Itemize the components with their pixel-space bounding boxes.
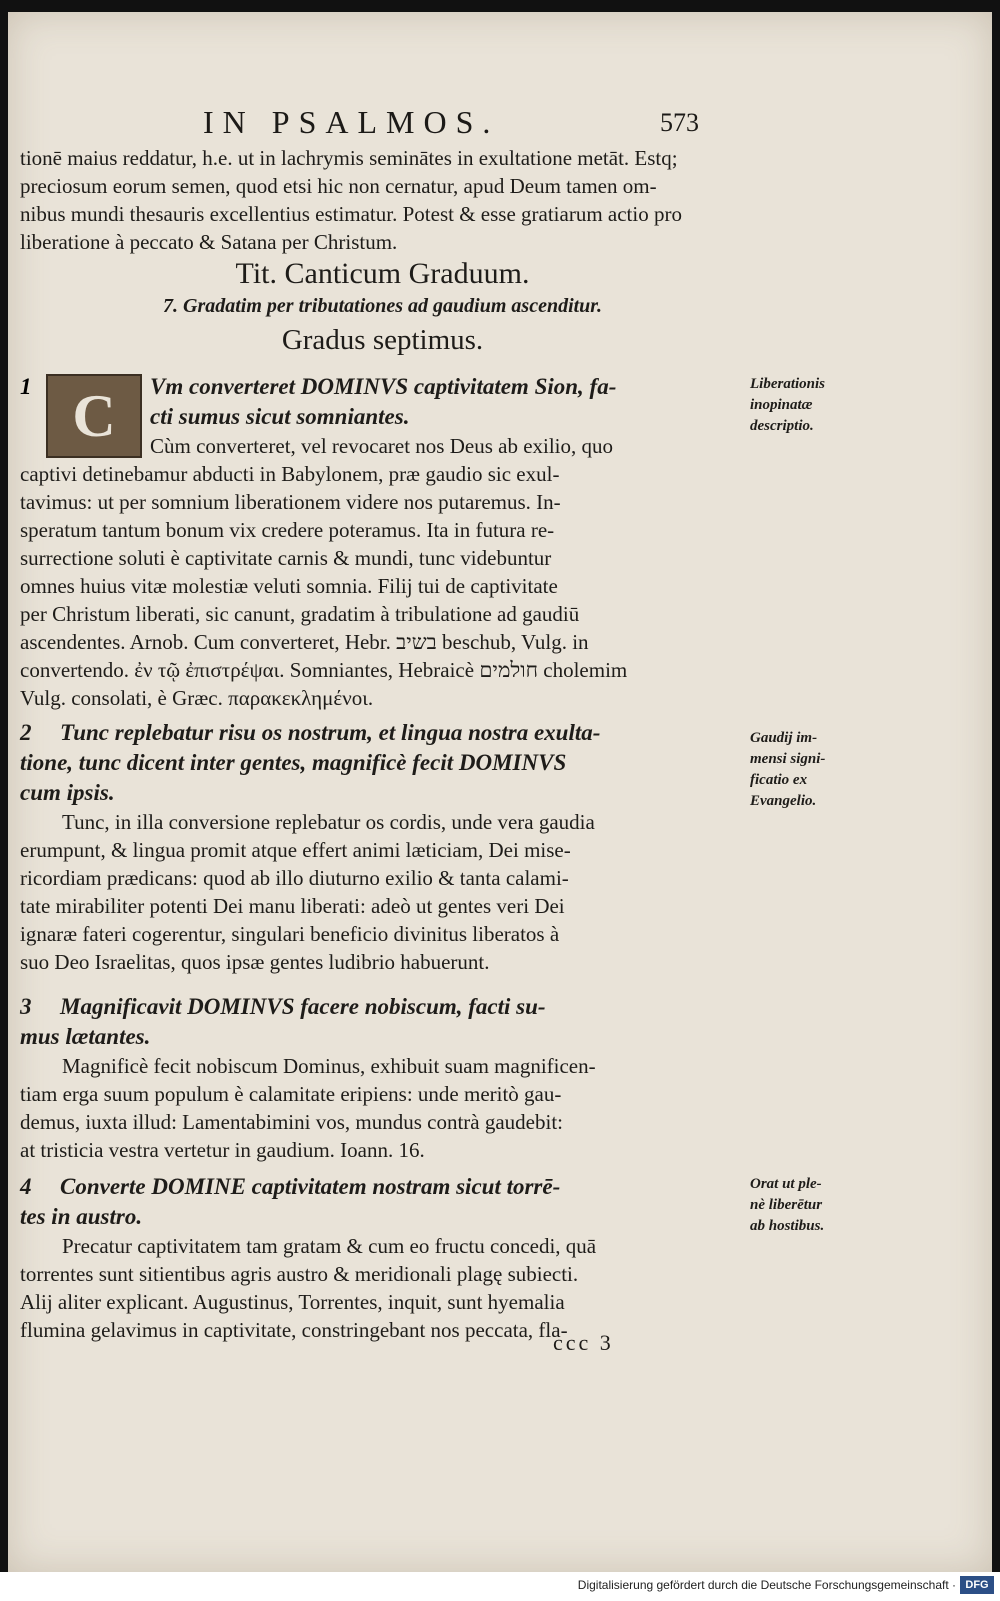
digitization-footer <box>0 1572 1000 1601</box>
text-line: liberatione à peccato & Satana per Christum. <box>20 230 398 254</box>
margin-note-line: Evangelio. <box>750 793 817 809</box>
margin-note-liberation <box>750 374 870 437</box>
book-page <box>8 12 992 1572</box>
text-line: tiam erga suum populum è calamitate eripiens: unde meritò gau- <box>20 1082 562 1106</box>
text-line: surrectione soluti è captivitate carnis & mundi, tunc videbuntur <box>20 546 552 570</box>
margin-note-line: mensi signi- <box>750 751 826 767</box>
verse-3-line <box>20 992 745 1022</box>
verse-4-line: tes in austro. <box>20 1204 143 1229</box>
margin-note-line: ficatio ex <box>750 772 808 788</box>
text-line: Precatur captivitatem tam gratam & cum eo fructu concedi, quā <box>62 1234 597 1258</box>
text-line: tionē maius reddatur, h.e. ut in lachrymis seminātes in exultatione metāt. Estq; <box>20 146 678 170</box>
verse-4-line <box>20 1172 745 1202</box>
text-line: preciosum eorum semen, quod etsi hic non cernatur, apud Deum tamen om- <box>20 174 657 198</box>
margin-note-orat <box>750 1174 870 1237</box>
text-line: flumina gelavimus in captivitate, constringebant nos peccata, fla- <box>20 1318 568 1342</box>
text-line: captivi detinebamur abducti in Babylonem, præ gaudio sic exul- <box>20 462 560 486</box>
text-line: ricordiam prædicans: quod ab illo diuturno exilio & tanta calami- <box>20 866 569 890</box>
verse-2-line <box>20 718 745 748</box>
text-line: torrentes sunt sitientibus agris austro & meridionali plagę subiecti. <box>20 1262 579 1286</box>
verse-text: Converte DOMINE captivitatem nostram sicut torrē- <box>60 1174 561 1199</box>
margin-note-line: Liberationis <box>750 376 826 392</box>
margin-note-gaudium <box>750 728 870 812</box>
text-line: Vulg. consolati, è Græc. παρακεκλημένοι. <box>20 686 374 710</box>
margin-note-line: inopinatæ <box>750 397 813 413</box>
initial-letter: C <box>72 383 116 449</box>
psalm-subtitle: 7. Gradatim per tributationes ad gaudium ascenditur. <box>163 295 602 317</box>
text-line: Magnificè fecit nobiscum Dominus, exhibuit suam magnificen- <box>62 1054 596 1078</box>
text-line: Tunc, in illa conversione replebatur os cordis, unde vera gaudia <box>62 810 595 834</box>
verse-2-line: tione, tunc dicent inter gentes, magnificè fecit DOMINVS <box>20 750 567 775</box>
grade-heading: Gradus septimus. <box>281 324 484 356</box>
text-line: Alij aliter explicant. Augustinus, Torrentes, inquit, sunt hyemalia <box>20 1290 565 1314</box>
text-line: tavimus: ut per somnium liberationem videre nos putaremus. In- <box>20 490 561 514</box>
text-line: suo Deo Israelitas, quos ipsæ gentes ludibrio habuerunt. <box>20 950 490 974</box>
decorated-initial-image <box>46 374 142 458</box>
verse-text: Tunc replebatur risu os nostrum, et lingua nostra exulta- <box>60 720 601 745</box>
verse-number: 1 <box>20 374 32 399</box>
running-head <box>8 104 992 144</box>
text-line: Cùm converteret, vel revocaret nos Deus ab exilio, quo <box>150 434 614 458</box>
margin-note-line: ab hostibus. <box>750 1218 825 1234</box>
verse-3-block <box>20 992 745 1164</box>
verse-2-block <box>20 718 745 976</box>
verse-number: 3 <box>20 994 32 1019</box>
verse-number: 4 <box>20 1174 32 1199</box>
text-line: ignaræ fateri cogerentur, singulari beneficio divinitus liberatos à <box>20 922 560 946</box>
text-line: ascendentes. Arnob. Cum converteret, Hebr. בשיב beschub, Vulg. in <box>20 630 589 654</box>
verse-text: cti sumus sicut somniantes. <box>150 404 410 429</box>
margin-note-line: descriptio. <box>750 418 814 434</box>
verse-3-line: mus lætantes. <box>20 1024 151 1049</box>
text-line: at tristicia vestra vertetur in gaudium. Ioann. 16. <box>20 1138 425 1162</box>
verse-text: Magnificavit DOMINVS facere nobiscum, facti su- <box>60 994 546 1019</box>
printer-signature: ccc 3 <box>553 1330 614 1355</box>
footer-credit: Digitalisierung gefördert durch die Deutsche Forschungsgemeinschaft · <box>577 1578 956 1592</box>
verse-text: Vm converteret DOMINVS captivitatem Sion, fa- <box>150 374 617 399</box>
running-head-title: IN PSALMOS. <box>203 104 500 140</box>
margin-note-line: Orat ut ple- <box>750 1176 822 1192</box>
margin-note-line: Gaudij im- <box>750 730 818 746</box>
text-line: convertendo. ἐν τῷ ἐπιστρέψαι. Somniantes, Hebraicè חולמים cholemim <box>20 658 628 682</box>
dfg-logo[interactable]: DFG <box>960 1576 994 1594</box>
intro-paragraph <box>20 144 745 256</box>
page-number: 573 <box>660 108 699 137</box>
text-line: omnes huius vitæ molestiæ veluti somnia. Filij tui de captivitate <box>20 574 558 598</box>
margin-note-line: nè liberētur <box>750 1197 823 1213</box>
verse-1-block <box>20 372 745 712</box>
verse-number: 2 <box>20 720 32 745</box>
text-line: speratum tantum bonum vix credere poteramus. Ita in futura re- <box>20 518 555 542</box>
text-line: demus, iuxta illud: Lamentabimini vos, mundus contrà gaudebit: <box>20 1110 563 1134</box>
text-line: erumpunt, & lingua promit atque effert animi læticiam, Dei mise- <box>20 838 571 862</box>
psalm-title: Tit. Canticum Graduum. <box>235 257 530 290</box>
psalm-heading <box>20 257 745 356</box>
text-line: per Christum liberati, sic canunt, gradatim à tribulatione ad gaudiū <box>20 602 580 626</box>
verse-2-line: cum ipsis. <box>20 780 115 805</box>
text-line: nibus mundi thesauris excellentius estimatur. Potest & esse gratiarum actio pro <box>20 202 682 226</box>
text-line: tate mirabiliter potenti Dei manu liberati: adeò ut gentes veri Dei <box>20 894 565 918</box>
verse-4-block <box>20 1172 745 1344</box>
